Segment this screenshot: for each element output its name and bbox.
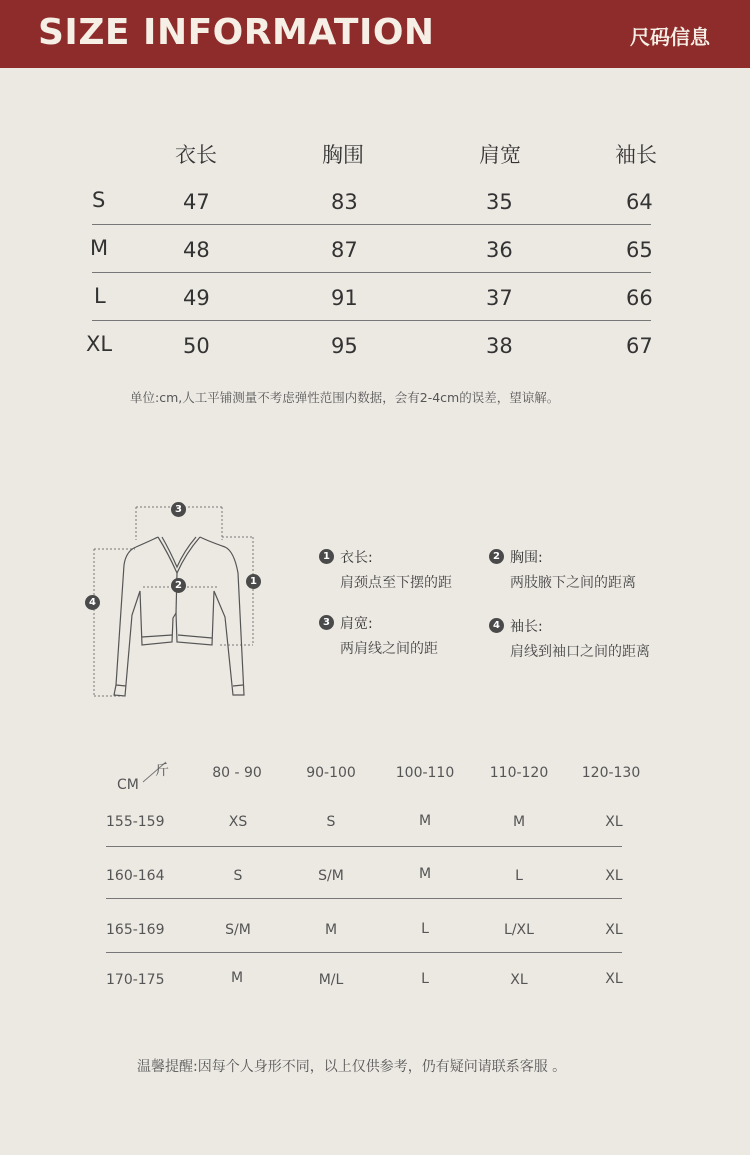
table-cell: 66 bbox=[626, 286, 653, 310]
table-cell: M bbox=[418, 866, 432, 882]
table-cell: XL bbox=[605, 971, 623, 987]
table-cell: XL bbox=[605, 922, 623, 938]
legend-number: 2 bbox=[489, 549, 504, 564]
column-header-chest: 胸围 bbox=[322, 143, 364, 167]
measurement-badge-2: 2 bbox=[171, 578, 186, 593]
height-label: 155-159 bbox=[106, 814, 165, 830]
table-cell: XS bbox=[228, 814, 248, 830]
cardigan-illustration bbox=[80, 495, 280, 710]
legend-number: 1 bbox=[319, 549, 334, 564]
corner-label-weight: 斤 bbox=[155, 763, 169, 779]
table-cell: 65 bbox=[626, 238, 653, 262]
height-label: 170-175 bbox=[106, 972, 165, 988]
weight-header: 80 - 90 bbox=[212, 765, 262, 781]
table-cell: S/M bbox=[318, 868, 344, 884]
table-cell: 64 bbox=[626, 190, 653, 214]
table-cell: S bbox=[233, 868, 243, 884]
table-cell: 35 bbox=[486, 190, 513, 214]
table-cell: S bbox=[326, 814, 336, 830]
legend-title: 袖长: bbox=[510, 619, 543, 635]
legend-number: 4 bbox=[489, 618, 504, 633]
table-cell: XL bbox=[605, 814, 623, 830]
table-cell: L bbox=[515, 868, 523, 884]
table-cell: M bbox=[230, 970, 244, 986]
table-cell: 36 bbox=[486, 238, 513, 262]
footer-reminder: 温馨提醒:因每个人身形不同，以上仅供参考，仍有疑问请联系客服 。 bbox=[137, 1059, 567, 1075]
table-cell: M bbox=[418, 813, 432, 829]
corner-label-height: CM bbox=[117, 777, 139, 793]
weight-header: 120-130 bbox=[581, 765, 641, 781]
table-cell: S/M bbox=[225, 922, 251, 938]
row-divider bbox=[92, 272, 651, 273]
table-cell: M bbox=[512, 814, 526, 830]
table-cell: M/L bbox=[318, 972, 344, 988]
row-divider bbox=[92, 224, 651, 225]
table-cell: 48 bbox=[183, 238, 210, 262]
size-label: XL bbox=[86, 332, 113, 356]
table-cell: 67 bbox=[626, 334, 653, 358]
table-cell: 91 bbox=[331, 286, 358, 310]
header-banner bbox=[0, 0, 750, 68]
table-cell: 50 bbox=[183, 334, 210, 358]
table-cell: XL bbox=[510, 972, 528, 988]
height-label: 165-169 bbox=[106, 922, 165, 938]
legend-title: 胸围: bbox=[510, 550, 543, 566]
size-label: S bbox=[92, 188, 106, 212]
table-cell: 38 bbox=[486, 334, 513, 358]
size-label: L bbox=[94, 284, 106, 308]
table-cell: M bbox=[324, 922, 338, 938]
measurement-badge-1: 1 bbox=[246, 574, 261, 589]
table-cell: L bbox=[421, 921, 429, 937]
table-cell: 49 bbox=[183, 286, 210, 310]
table-cell: L/XL bbox=[504, 922, 534, 938]
row-divider bbox=[92, 320, 651, 321]
measurement-badge-4: 4 bbox=[85, 595, 100, 610]
legend-title: 肩宽: bbox=[340, 616, 373, 632]
table-cell: XL bbox=[605, 868, 623, 884]
legend-desc: 两肢腋下之间的距离 bbox=[510, 575, 636, 591]
table-cell: 83 bbox=[331, 190, 358, 214]
legend-desc: 肩颈点至下摆的距 bbox=[340, 575, 452, 591]
row-divider bbox=[106, 846, 622, 847]
size-label: M bbox=[90, 236, 109, 260]
legend-title: 衣长: bbox=[340, 550, 373, 566]
page-title: SIZE INFORMATION bbox=[38, 12, 435, 53]
height-label: 160-164 bbox=[106, 868, 165, 884]
weight-header: 100-110 bbox=[395, 765, 455, 781]
measurement-note: 单位:cm,人工平铺测量不考虑弹性范围内数据，会有2-4cm的误差，望谅解。 bbox=[130, 390, 560, 405]
table-cell: L bbox=[421, 971, 429, 987]
page-subtitle: 尺码信息 bbox=[630, 25, 710, 49]
measurement-badge-3: 3 bbox=[171, 502, 186, 517]
table-cell: 87 bbox=[331, 238, 358, 262]
column-header-shoulder: 肩宽 bbox=[479, 143, 521, 167]
table-cell: 37 bbox=[486, 286, 513, 310]
table-cell: 47 bbox=[183, 190, 210, 214]
column-header-sleeve: 袖长 bbox=[615, 143, 657, 167]
legend-desc: 肩线到袖口之间的距离 bbox=[510, 644, 650, 660]
weight-header: 90-100 bbox=[306, 765, 356, 781]
row-divider bbox=[106, 898, 622, 899]
legend-number: 3 bbox=[319, 615, 334, 630]
weight-header: 110-120 bbox=[489, 765, 549, 781]
column-header-length: 衣长 bbox=[175, 143, 217, 167]
row-divider bbox=[106, 952, 622, 953]
legend-desc: 两肩线之间的距 bbox=[340, 641, 438, 657]
table-cell: 95 bbox=[331, 334, 358, 358]
